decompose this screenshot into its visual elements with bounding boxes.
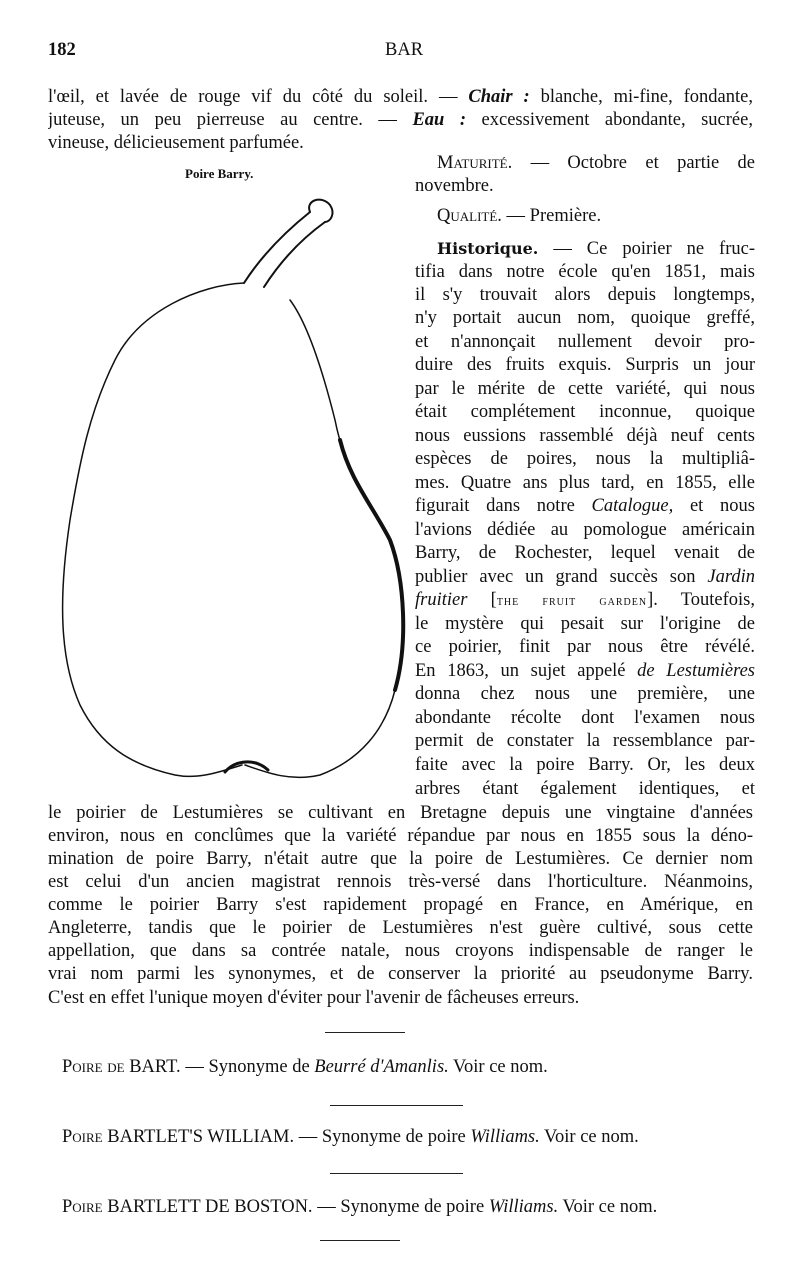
text: Catalogue, [591, 496, 674, 516]
text: Beurré d'Amanlis. [314, 1057, 449, 1077]
text: [ [467, 590, 497, 610]
text-line: vrai nom parmi les synonymes, et de conserver la priorité au pseudonyme Barry. [48, 964, 753, 984]
pear-stem-tip [309, 200, 332, 222]
text-line: permit de constater la ressemblance par- [415, 731, 755, 751]
running-title: BAR [385, 40, 424, 60]
text-line: ce poirier, finit par nous être révélé. [415, 637, 755, 657]
historique-line [437, 238, 755, 260]
text-line [415, 495, 755, 517]
text-line: faite avec la poire Barry. Or, les deux [415, 755, 755, 775]
text-line: comme le poirier Barry s'est rapidement propagé en France, en Amérique, en [48, 895, 753, 915]
text: Eau : [412, 110, 467, 130]
text-line: donna chez nous une première, une [415, 684, 755, 704]
text-line [415, 566, 755, 588]
qualite-line [437, 205, 601, 227]
text: — Synonyme de poire [294, 1127, 471, 1147]
divider [330, 1105, 463, 1106]
label: Maturité. [437, 153, 513, 173]
text: excessivement abondante, sucrée, [466, 110, 753, 130]
text-line: le mystère qui pesait sur l'origine de [415, 614, 755, 634]
pear-outline-right [245, 300, 403, 777]
text-line: abondante récolte dont l'examen nous [415, 708, 755, 728]
pear-illustration [0, 180, 420, 800]
text: Poire [62, 1197, 103, 1217]
text-line: était complétement inconnue, quoique [415, 402, 755, 422]
page-number: 182 [48, 40, 76, 60]
text: vineuse, délicieusement parfumée. [48, 133, 304, 153]
label: Qualité. [437, 206, 502, 226]
text-line: est celui d'un ancien magistrat rennois très-versé dans l'horticulture. Néanmoins, [48, 872, 753, 892]
text: — Première. [501, 206, 602, 226]
text: BARTLETT DE BOSTON. [102, 1197, 313, 1217]
text: ]. Toutefois, [647, 590, 755, 610]
text: blanche, mi-fine, fondante, [529, 87, 753, 107]
divider [320, 1240, 400, 1241]
divider [325, 1032, 405, 1033]
text: Voir ce nom. [558, 1197, 658, 1217]
text-line: l'avions dédiée au pomologue américain [415, 520, 755, 540]
text: Poire [62, 1127, 103, 1147]
synonym-entry [62, 1057, 548, 1078]
synonym-entry [62, 1127, 639, 1148]
intro-line [48, 86, 753, 108]
text-line: et n'annonçait nullement devoir pro- [415, 332, 755, 352]
text-line: n'y portait aucun nom, quoique greffé, [415, 308, 755, 328]
heading: Historique. [437, 239, 539, 258]
text: BART. [124, 1057, 181, 1077]
text-line: Angleterre, tandis que le poirier de Lestumières n'est guère cultivé, sous cette [48, 918, 753, 938]
maturite-line [415, 175, 494, 197]
maturite-line [437, 152, 755, 174]
text: — Synonyme de [180, 1057, 315, 1077]
text: BARTLET'S WILLIAM. [102, 1127, 295, 1147]
intro-line [48, 109, 753, 131]
text: — Octobre et partie de [512, 153, 755, 173]
intro-line [48, 132, 304, 154]
synonym-entry [62, 1197, 657, 1218]
text-line: Barry, de Rochester, lequel venait de [415, 543, 755, 563]
text: — Ce poirier ne fruc- [538, 239, 755, 259]
text-line: tifia dans notre école qu'en 1851, mais [415, 262, 755, 282]
text: de Lestumières [637, 661, 755, 681]
text-line: environ, nous en conclûmes que la variété répandue par nous en 1855 sous la déno- [48, 826, 753, 846]
text-line: mes. Quatre ans plus tard, en 1855, elle [415, 473, 755, 493]
pear-stem [244, 212, 325, 287]
text: l'œil, et lavée de rouge vif du côté du soleil. — [48, 87, 469, 107]
divider [330, 1173, 463, 1174]
text-line: espèces de poires, nous la multipliâ- [415, 449, 755, 469]
text: et nous [673, 496, 755, 516]
text: Williams. [470, 1127, 540, 1147]
text-line: mination de poire Barry, n'était autre que la poire de Lestumières. Ce dernier nom [48, 849, 753, 869]
text: Chair : [468, 87, 530, 107]
text: juteuse, un peu pierreuse au centre. — [48, 110, 413, 130]
text: Voir ce nom. [539, 1127, 639, 1147]
text: publier avec un grand succès son [415, 567, 708, 587]
text-line [415, 589, 755, 611]
text: figurait dans notre [415, 496, 592, 516]
text: Williams. [488, 1197, 559, 1217]
text-line: C'est en effet l'unique moyen d'éviter pour l'avenir de fâcheuses erreurs. [48, 988, 580, 1008]
pear-outline-left [63, 283, 244, 776]
text: Poire de [62, 1057, 125, 1077]
text-line: il s'y trouvait alors depuis longtemps, [415, 285, 755, 305]
text-line: arbres étant également identiques, et [415, 779, 755, 799]
text-line: nous eussions rassemblé déjà neuf cents [415, 426, 755, 446]
text-line: duire des fruits exquis. Surpris un jour [415, 355, 755, 375]
text: fruitier [415, 590, 468, 610]
text-line: le poirier de Lestumières se cultivant en Bretagne depuis une vingtaine d'années [48, 803, 753, 823]
text: Voir ce nom. [448, 1057, 548, 1077]
pear-shadow-right [340, 440, 403, 690]
text-line: par le mérite de cette variété, qui nous [415, 379, 755, 399]
text: novembre. [415, 176, 494, 196]
text: — Synonyme de poire [312, 1197, 489, 1217]
text: Jardin [707, 567, 755, 587]
text: En 1863, un sujet appelé [415, 661, 638, 681]
figure-caption: Poire Barry. [185, 166, 254, 181]
text-line: appellation, que dans sa contrée natale, nous croyons indispensable de ranger le [48, 941, 753, 961]
text-line [415, 660, 755, 682]
text: the fruit garden [496, 594, 648, 609]
